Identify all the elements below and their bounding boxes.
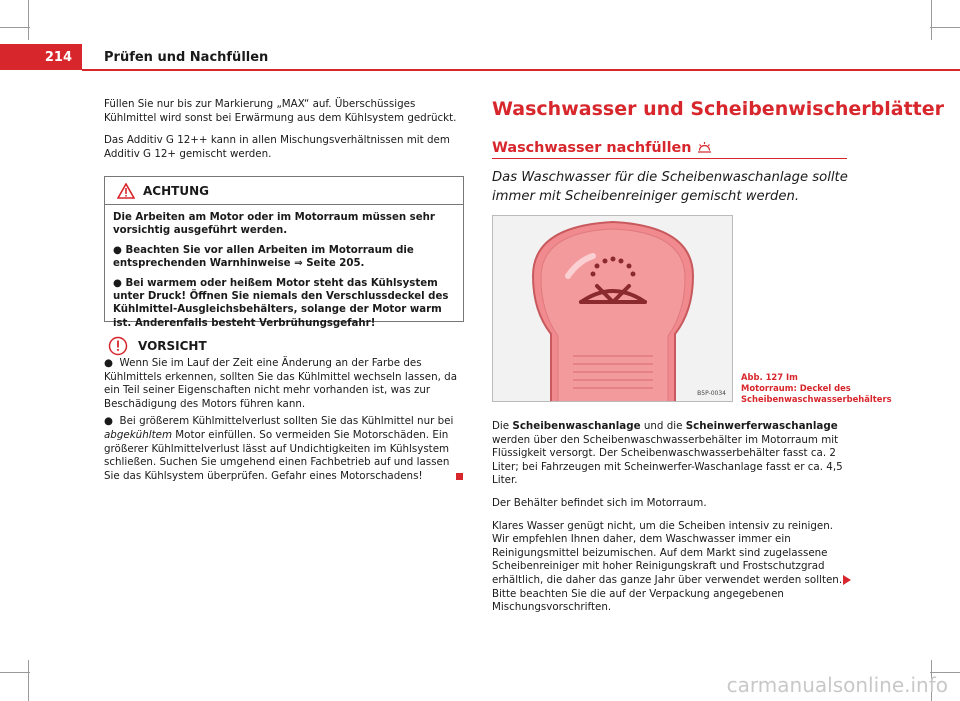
text: und die — [640, 420, 686, 432]
warning-body — [105, 205, 463, 330]
note-bullet-text: Bei größerem Kühlmittelverlust sollten Sie das Kühlmittel nur bei — [119, 415, 454, 428]
bullet-dot: ● — [113, 244, 126, 256]
crop-mark — [28, 660, 29, 701]
note-bullet-text: Motor einfüllen. So vermeiden Sie Motorschäden. Ein größerer Kühlmittelverlust lässt auf Undichtigkeiten im Kühlsystem schließen. Suchen Sie umgehend einen Fachbetrieb auf und lassen Sie das Kühlsystem überprüfen. Gefahr eines Motorschadens! — [104, 428, 450, 482]
sun-icon — [697, 141, 712, 156]
warning-bullet — [113, 244, 457, 271]
text: Die — [492, 420, 513, 432]
text: werden über den Scheibenwaschwasserbehälter im Motorraum mit Flüssigkeit versorgt. Der Scheibenwaschwasserbehälter fasst ca. 2 Liter; bei Fahrzeugen mit Scheinwerfer-Waschanlage fasst er ca. 4,5 Liter. — [492, 433, 843, 487]
crop-mark — [0, 27, 30, 28]
section-end-mark — [456, 473, 463, 480]
crop-mark — [0, 672, 30, 673]
warning-intro: Die Arbeiten am Motor oder im Motorraum müssen sehr vorsichtig ausgeführt werden. — [113, 212, 435, 237]
crop-mark — [931, 0, 932, 40]
lead-text: Das Waschwasser für die Scheibenwaschanlage sollte immer mit Scheibenreiniger gemischt werden. — [492, 170, 848, 204]
paragraph: Klares Wasser genügt nicht, um die Scheiben intensiv zu reinigen. Wir empfehlen Ihnen daher, dem Waschwasser immer ein Reinigungsmittel beizumischen. Auf dem Markt sind zugelassene Scheibenreiniger mit hoher Reinigungskraft und Frostschutzgrad erhältlich, die daher das ganze Jahr über verwendet werden sollten. Bitte beachten Sie die auf der Verpackung angegebenen Mischungsvorschriften. — [492, 519, 843, 614]
warning-bullet-text: Bei warmem oder heißem Motor steht das Kühlsystem unter Druck! Öffnen Sie niemals den Verschlussdeckel des Kühlmittel-Ausgleichsbehälters, solange der Motor warm ist. Anderenfalls besteht Verbrühungsgefahr! — [113, 277, 449, 329]
note-body — [104, 357, 464, 487]
left-intro — [104, 98, 464, 170]
caution-circle-icon — [108, 336, 128, 356]
note-emphasis: abgekühltem — [104, 428, 172, 441]
crop-mark — [930, 27, 960, 28]
warning-header — [105, 177, 463, 205]
figure-caption: Abb. 127 Im Motorraum: Deckel des Scheibenwaschwasserbehälters — [741, 372, 892, 404]
bullet-dot: ● — [104, 357, 120, 369]
sub-title-rule — [492, 158, 847, 159]
continue-arrow-icon — [843, 575, 851, 585]
note-header — [108, 336, 207, 356]
warning-bullet-text: Beachten Sie vor allen Arbeiten im Motorraum die entsprechenden Warnhinweise ⇒ Seite 205. — [113, 244, 414, 270]
figure-washer-cap — [492, 215, 733, 402]
paragraph: Füllen Sie nur bis zur Markierung „MAX“ auf. Überschüssiges Kühlmittel wird sonst bei Erwärmung aus dem Kühlsystem gedrückt. — [104, 98, 457, 124]
right-body — [492, 420, 852, 624]
warning-triangle-icon — [117, 183, 135, 199]
bullet-dot: ● — [113, 277, 126, 289]
term: Scheinwerferwaschanlage — [685, 420, 838, 432]
paragraph — [492, 420, 852, 488]
bullet-dot: ● — [104, 415, 120, 428]
sub-title-text: Waschwasser nachfüllen — [492, 140, 692, 156]
figure-code: B5P-0034 — [697, 390, 726, 397]
section-title: Waschwasser und Scheibenwischerblätter — [492, 98, 944, 120]
note-bullet-text: Wenn Sie im Lauf der Zeit eine Änderung an der Farbe des Kühlmittels erkennen, sollten Sie das Kühlmittel wechseln lassen, da ein Teil seiner Eigenschaften nicht mehr vorhanden ist, was zur Beschädigung des Motors führen kann. — [104, 357, 457, 410]
watermark: carmanualsonline.info — [726, 673, 948, 697]
paragraph: Der Behälter befindet sich im Motorraum. — [492, 496, 707, 509]
sub-title — [492, 140, 712, 156]
page-number: 214 — [0, 44, 82, 70]
note-bullet — [104, 415, 464, 483]
header-rule — [82, 69, 960, 71]
crop-mark — [28, 0, 29, 40]
warning-box — [104, 176, 464, 329]
note-bullet — [104, 357, 464, 411]
washer-cap-image — [493, 216, 733, 402]
term: Scheibenwaschanlage — [512, 420, 641, 432]
warning-title: ACHTUNG — [143, 183, 209, 198]
note-title: VORSICHT — [138, 339, 207, 353]
paragraph: Das Additiv G 12++ kann in allen Mischungsverhältnissen mit dem Additiv G 12+ gemischt werden. — [104, 134, 450, 160]
chapter-title: Prüfen und Nachfüllen — [104, 49, 269, 65]
warning-bullet — [113, 277, 457, 331]
